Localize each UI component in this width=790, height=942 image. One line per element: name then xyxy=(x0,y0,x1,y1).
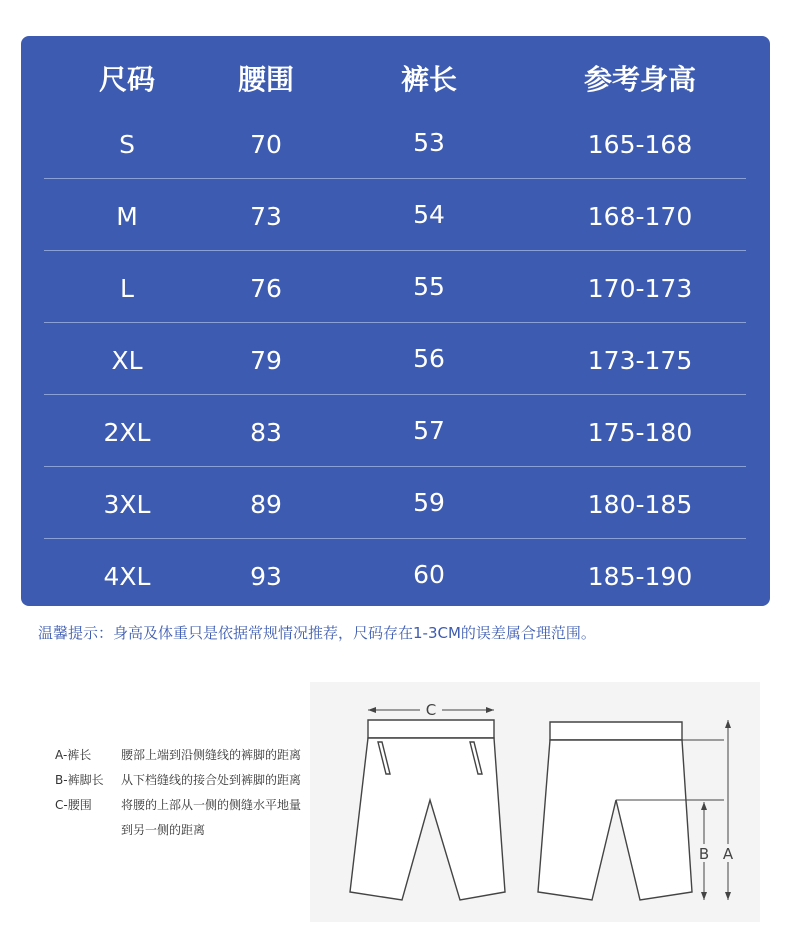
cell-length: 60 xyxy=(413,560,445,589)
row-divider xyxy=(44,322,746,323)
legend-key: A-裤长 xyxy=(55,748,92,762)
cell-size: M xyxy=(116,202,138,231)
cell-waist: 79 xyxy=(250,346,282,375)
cell-waist: 93 xyxy=(250,562,282,591)
row-divider xyxy=(44,178,746,179)
cell-height: 185-190 xyxy=(587,562,693,591)
cell-waist: 76 xyxy=(250,274,282,303)
cell-waist: 70 xyxy=(250,130,282,159)
cell-height: 173-175 xyxy=(587,346,693,375)
legend-text: 从下档缝线的接合处到裤脚的距离 xyxy=(121,773,302,787)
row-divider xyxy=(44,466,746,467)
legend-text: 到另一侧的距离 xyxy=(121,823,206,837)
cell-length: 53 xyxy=(413,128,445,157)
cell-size: L xyxy=(120,274,134,303)
cell-height: 180-185 xyxy=(587,490,693,519)
cell-length: 54 xyxy=(413,200,445,229)
a-label: A xyxy=(722,845,734,863)
size-chart-panel xyxy=(21,36,770,606)
row-divider xyxy=(44,394,746,395)
cell-waist: 73 xyxy=(250,202,282,231)
cell-size: XL xyxy=(111,346,143,375)
legend-row-b xyxy=(55,771,301,788)
cell-length: 59 xyxy=(413,488,445,517)
cell-size: 2XL xyxy=(103,418,151,447)
legend-text: 将腰的上部从一侧的侧缝水平地量 xyxy=(121,798,302,812)
cell-height: 165-168 xyxy=(587,130,693,159)
cell-height: 170-173 xyxy=(587,274,693,303)
legend-row-a xyxy=(55,746,301,763)
legend-row-c-cont xyxy=(55,821,205,838)
header-size: 尺码 xyxy=(98,63,156,96)
legend-key: B-裤脚长 xyxy=(55,773,104,787)
header-length: 裤长 xyxy=(400,63,458,96)
header-height: 参考身高 xyxy=(583,63,697,96)
cell-waist: 89 xyxy=(250,490,282,519)
c-label: C xyxy=(425,701,437,719)
row-divider xyxy=(44,538,746,539)
legend-row-c xyxy=(55,796,301,813)
legend-text: 腰部上端到沿侧缝线的裤脚的距离 xyxy=(121,748,302,762)
cell-size: 4XL xyxy=(103,562,151,591)
header-waist: 腰围 xyxy=(237,63,295,96)
cell-length: 55 xyxy=(413,272,445,301)
b-label: B xyxy=(698,845,710,863)
row-divider xyxy=(44,250,746,251)
cell-height: 168-170 xyxy=(587,202,693,231)
legend-key: C-腰围 xyxy=(55,798,92,812)
cell-height: 175-180 xyxy=(587,418,693,447)
pants-measurement-diagram xyxy=(310,682,760,922)
cell-size: S xyxy=(119,130,135,159)
cell-length: 57 xyxy=(413,416,445,445)
size-tip: 温馨提示：身高及体重只是依据常规情况推荐，尺码存在1-3CM的误差属合理范围。 xyxy=(38,624,596,642)
cell-waist: 83 xyxy=(250,418,282,447)
cell-length: 56 xyxy=(413,344,445,373)
cell-size: 3XL xyxy=(103,490,151,519)
